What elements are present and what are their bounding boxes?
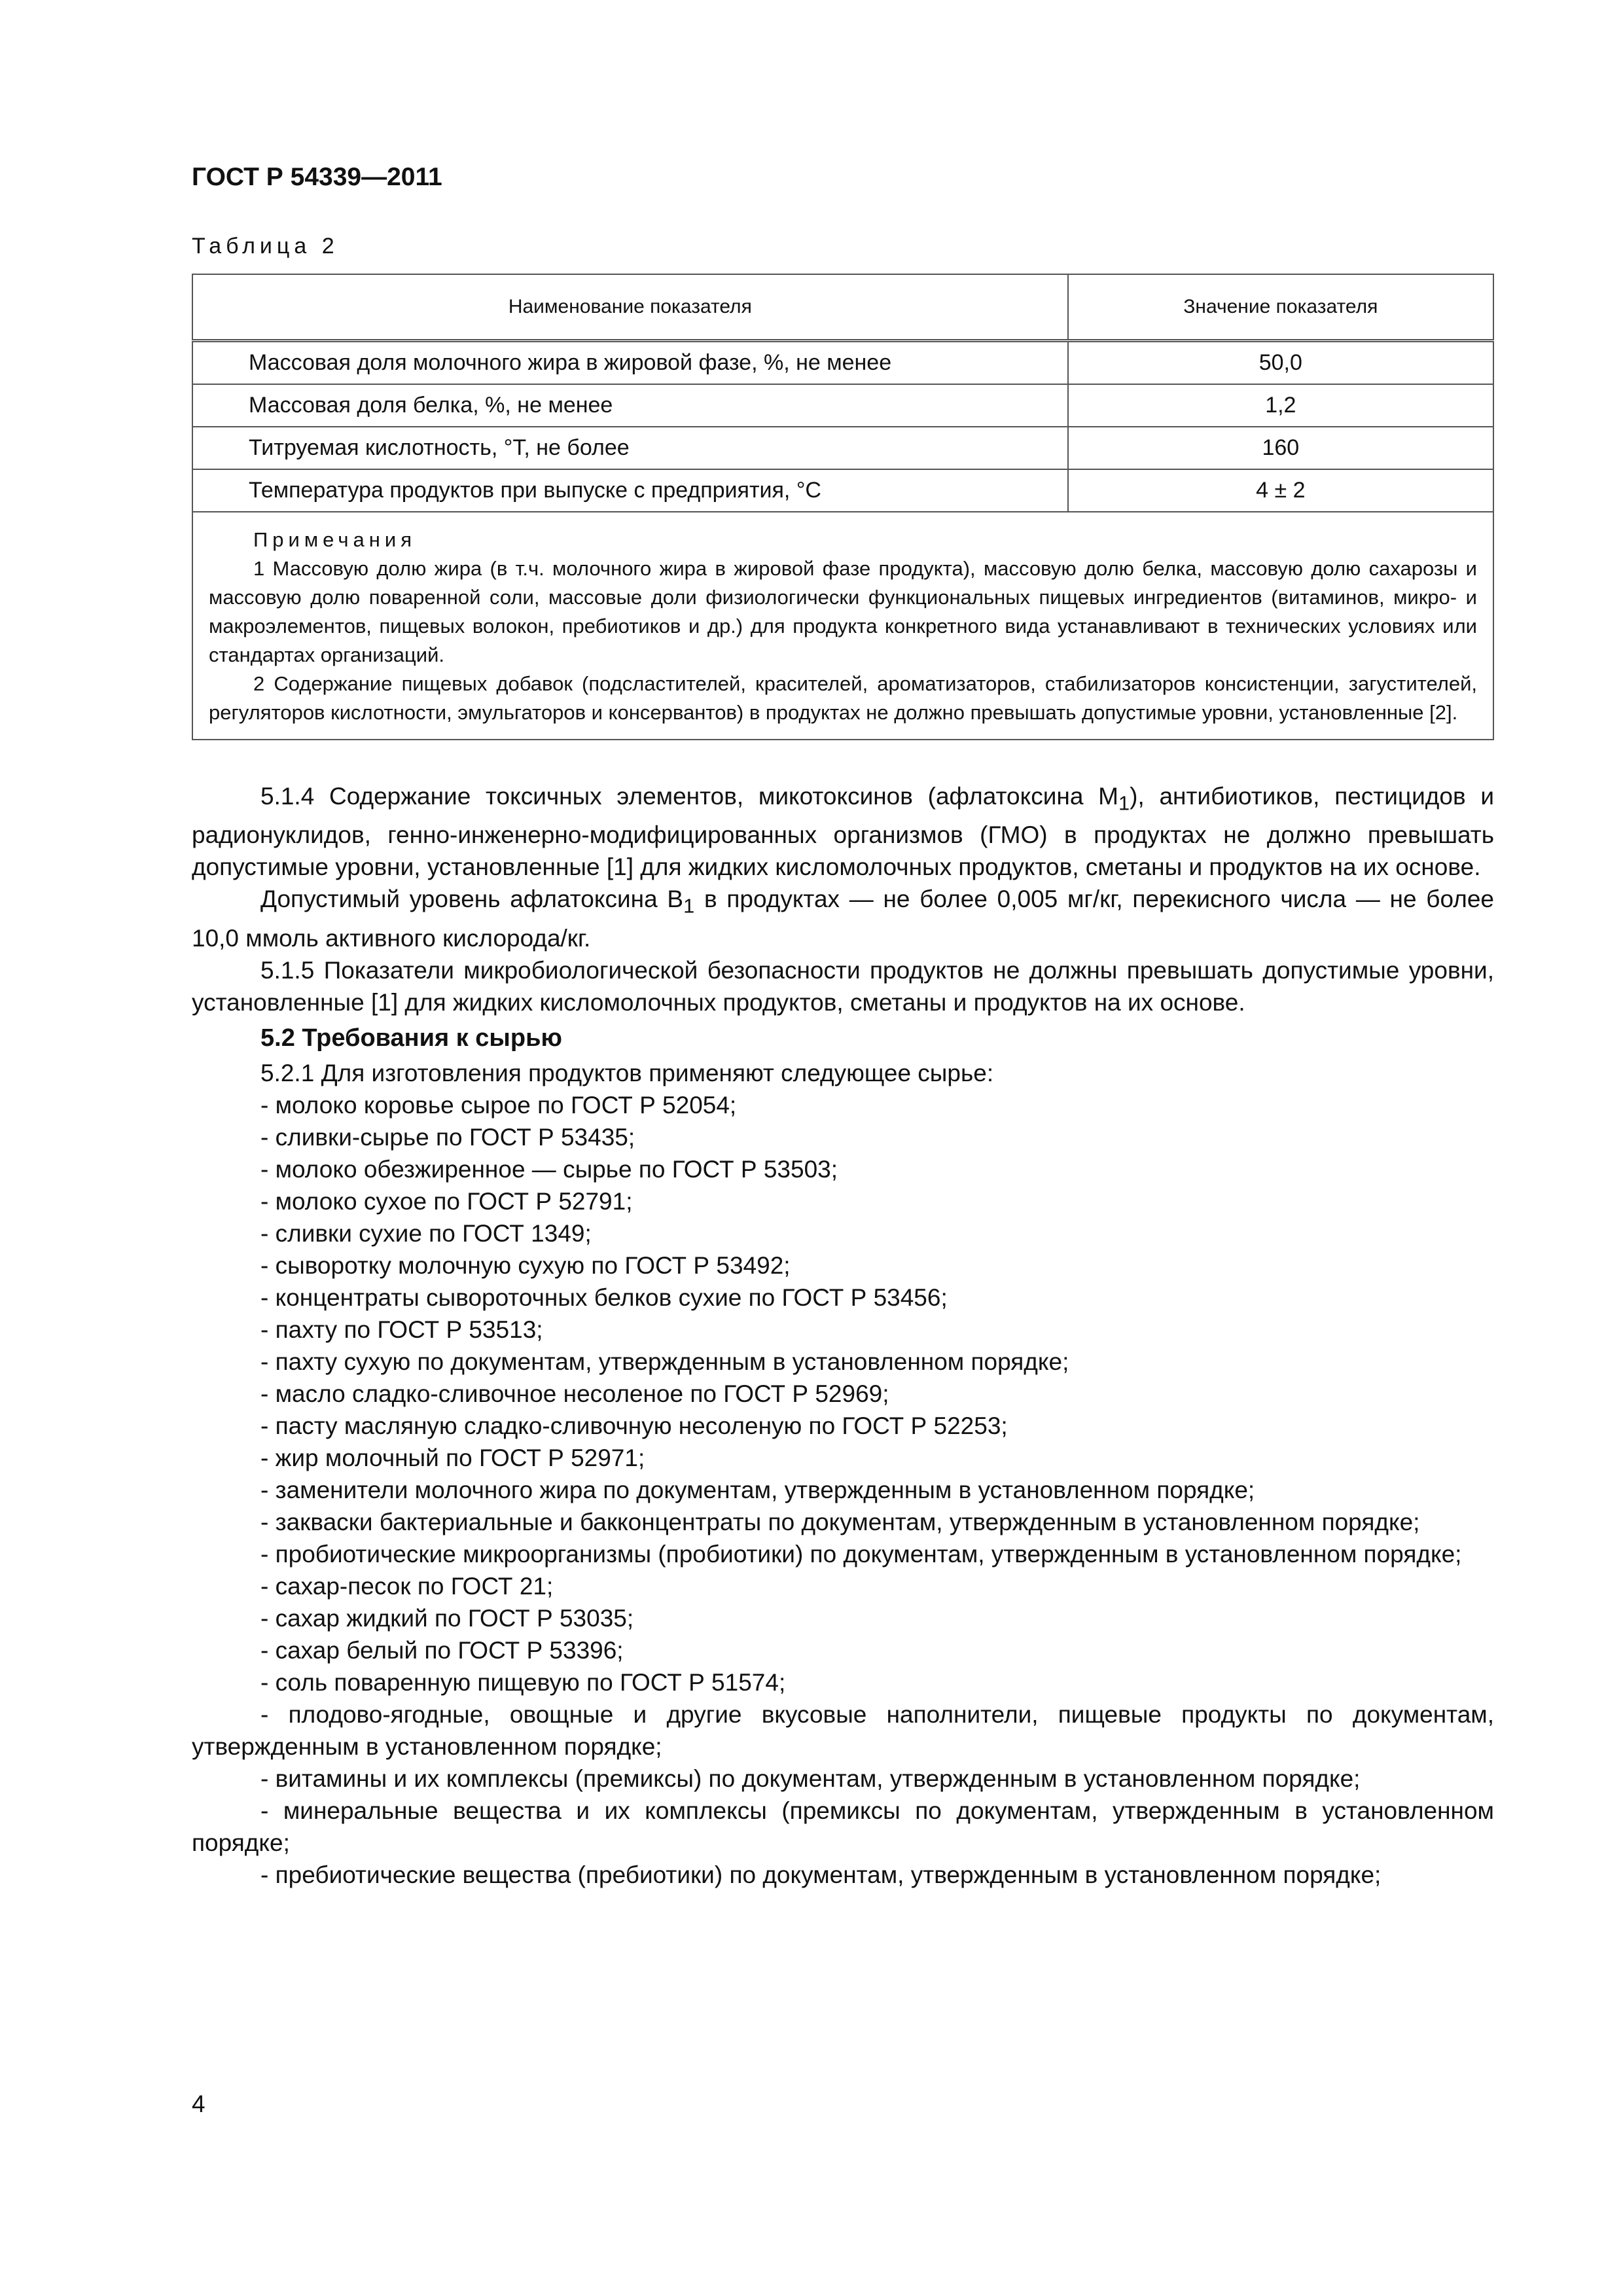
document-code-header: ГОСТ Р 54339—2011	[192, 163, 442, 191]
list-item: - молоко сухое по ГОСТ Р 52791;	[260, 1187, 633, 1215]
list-item: - сахар-песок по ГОСТ 21;	[260, 1572, 554, 1600]
table-notes-cell	[192, 512, 1493, 740]
list-item: - жир молочный по ГОСТ Р 52971;	[260, 1444, 645, 1471]
indicator-name-cell: Массовая доля белка, %, не менее	[192, 384, 1068, 427]
paragraph-5-2-1: 5.2.1 Для изготовления продуктов применяют следующее сырье:	[260, 1059, 994, 1086]
list-item: - плодово-ягодные, овощные и другие вкусовые наполнители, пищевые продукты по документам, утвержденным в установленном порядке;	[192, 1700, 1494, 1760]
indicator-name-cell: Массовая доля молочного жира в жировой фазе, %, не менее	[192, 341, 1068, 385]
list-item: - концентраты сывороточных белков сухие по ГОСТ Р 53456;	[260, 1283, 948, 1311]
list-item: - соль поваренную пищевую по ГОСТ Р 51574;	[260, 1668, 786, 1696]
table-notes-row	[192, 512, 1493, 740]
list-item: - пасту масляную сладко-сливочную несоленую по ГОСТ Р 52253;	[260, 1412, 1008, 1439]
list-item: - молоко обезжиренное — сырье по ГОСТ Р 53503;	[260, 1155, 838, 1183]
list-item: - пахту сухую по документам, утвержденным в установленном порядке;	[260, 1348, 1069, 1375]
section-heading-5-2: 5.2 Требования к сырью	[260, 1024, 562, 1052]
indicator-value-cell: 50,0	[1068, 341, 1493, 385]
column-header-indicator: Наименование показателя	[192, 274, 1068, 341]
paragraph-5-1-5: 5.1.5 Показатели микробиологической безопасности продуктов не должны превышать допустимые уровни, установленные [1] для жидких кисломолочных продуктов, сметаны и продуктов на их основе.	[192, 956, 1494, 1016]
table-caption: Таблица 2	[192, 234, 339, 259]
indicator-name-cell: Титруемая кислотность, °Т, не более	[192, 427, 1068, 469]
note-item: 2 Содержание пищевых добавок (подсластителей, красителей, ароматизаторов, стабилизаторов консистенции, загустителей, регуляторов кислотности, эмульгаторов и консервантов) в продуктах не должно превышать допустимые уровни, установленные [2].	[209, 672, 1477, 724]
list-item: - витамины и их комплексы (премиксы) по документам, утвержденным в установленном порядке;	[260, 1765, 1361, 1792]
note-item: 1 Массовую долю жира (в т.ч. молочного жира в жировой фазе продукта), массовую долю белка, массовую долю сахарозы и массовую долю поваренной соли, массовые доли физиологически функциональных пищевых ингредиентов (витаминов, микро- и макроэлементов, пищевых волокон, пребиотиков и др.) для продукта конкретного вида устанавливают в технических условиях или стандартах организаций.	[209, 557, 1477, 666]
page-number: 4	[192, 2090, 205, 2117]
notes-title: Примечания	[253, 528, 416, 551]
list-item: - пахту по ГОСТ Р 53513;	[260, 1316, 543, 1343]
raw-materials-list	[192, 1089, 1494, 1891]
list-item: - сливки-сырье по ГОСТ Р 53435;	[260, 1123, 635, 1151]
table-row	[192, 469, 1493, 512]
table-header-row	[192, 274, 1493, 341]
list-item: - заменители молочного жира по документам, утвержденным в установленном порядке;	[260, 1476, 1255, 1503]
table-row	[192, 427, 1493, 469]
paragraph-aflatoxin: Допустимый уровень афлатоксина $B_1$ в продуктах — не более 0,005 мг/кг, перекисного числа — не более 10,0 ммоль активного кислорода/кг.	[192, 886, 1494, 952]
table-row	[192, 341, 1493, 385]
list-item: - масло сладко-сливочное несоленое по ГОСТ Р 52969;	[260, 1380, 889, 1407]
indicator-value-cell: 160	[1068, 427, 1493, 469]
list-item: - закваски бактериальные и бакконцентраты по документам, утвержденным в установленном порядке;	[260, 1508, 1420, 1535]
paragraph-5-1-4: 5.1.4 Содержание токсичных элементов, микотоксинов (афлатоксина $M_1$), антибиотиков, пестицидов и радионуклидов, генно-инженерно-модифицированных организмов (ГМО) в продуктах не должно превышать допустимые уровни, установленные [1] для жидких кисломолочных продуктов, сметаны и продуктов на их основе.	[192, 783, 1495, 881]
column-header-value: Значение показателя	[1068, 274, 1493, 341]
list-item: - сливки сухие по ГОСТ 1349;	[260, 1219, 592, 1247]
list-item: - молоко коровье сырое по ГОСТ Р 52054;	[260, 1091, 737, 1119]
list-item: - сыворотку молочную сухую по ГОСТ Р 53492;	[260, 1251, 791, 1279]
list-item: - сахар жидкий по ГОСТ Р 53035;	[260, 1604, 634, 1632]
list-item: - пребиотические вещества (пребиотики) по документам, утвержденным в установленном порядке;	[260, 1861, 1382, 1888]
indicator-value-cell: 4 ± 2	[1068, 469, 1493, 512]
list-item: - сахар белый по ГОСТ Р 53396;	[260, 1636, 624, 1664]
indicator-value-cell: 1,2	[1068, 384, 1493, 427]
list-item: - пробиотические микроорганизмы (пробиотики) по документам, утвержденным в установленном порядке;	[260, 1540, 1462, 1568]
body-text	[192, 780, 1494, 1891]
indicator-name-cell: Температура продуктов при выпуске с предприятия, °С	[192, 469, 1068, 512]
table-row	[192, 384, 1493, 427]
indicators-table	[192, 274, 1494, 740]
list-item: - минеральные вещества и их комплексы (премиксы по документам, утвержденным в установленном порядке;	[192, 1797, 1494, 1856]
